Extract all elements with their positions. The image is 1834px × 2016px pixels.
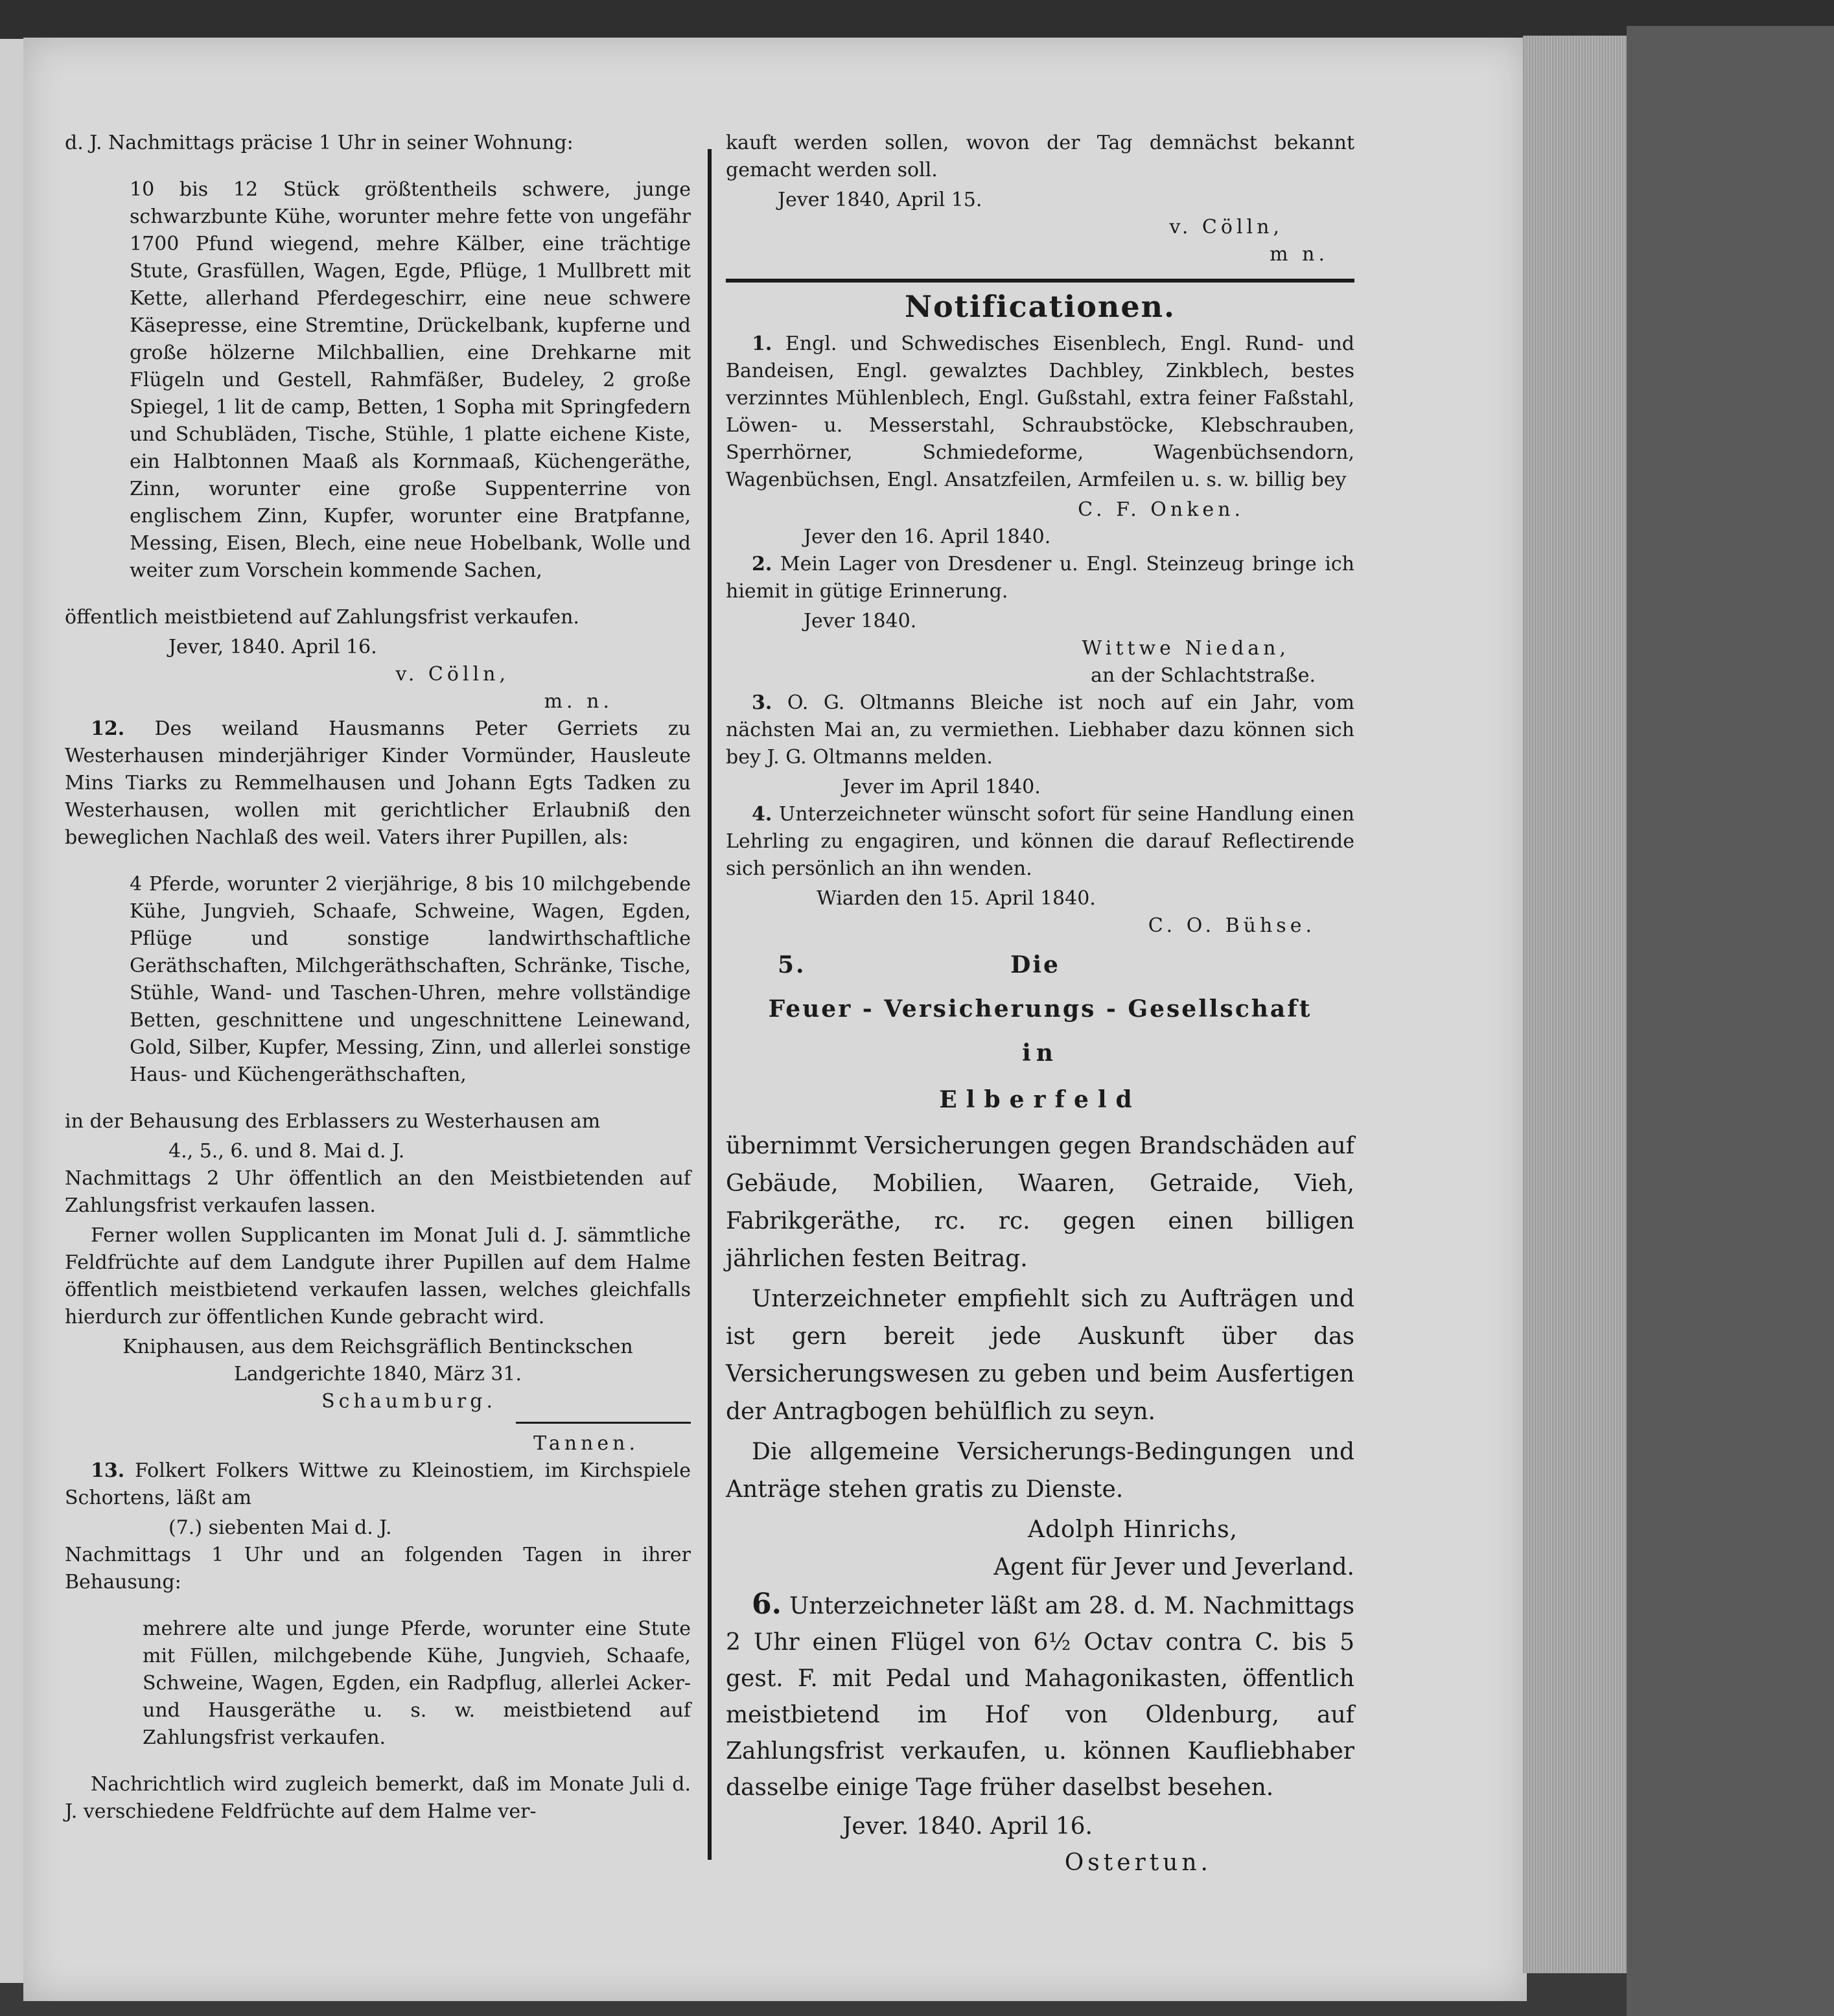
notification-2-signature: Wittwe Niedan, (1082, 637, 1290, 660)
item-12-rule (516, 1422, 691, 1424)
notification-5-text: übernimmt Versicherungen gegen Brandschäden auf Gebäude, Mobilien, Waaren, Getraide, Vieh, Fabrikgeräthe, rc. rc. gegen einen billigen jährlichen festen Beitrag. (726, 1133, 1354, 1272)
right-column (726, 130, 1354, 1881)
notification-6-date: Jever. 1840. April 16. (842, 1813, 1093, 1840)
item-12-intro-text: Des weiland Hausmanns Peter Gerriets zu Westerhausen minderjähriger Kinder Vormünder, Hausleute Mins Tiarks zu Remmelhausen und Johann Egts Tadken zu Westerhausen, wollen mit gerichtlicher Erlaubniß den beweglichen Nachlaß des weil. Vaters ihrer Pupillen, als: (65, 717, 691, 849)
item-12-extra: Ferner wollen Supplicanten im Monat Juli d. J. sämmtliche Feldfrüchte auf dem Landgute ihrer Pupillen auf dem Halme öffentlich meistbietend verkaufen lassen, welches gleichfalls hierdurch zur öffentlichen Kunde gebracht wird. (65, 1224, 691, 1328)
auction-continuation-items: 10 bis 12 Stück größtentheils schwere, junge schwarzbunte Kühe, worunter mehre fette von ungefähr 1700 Pfund wiegend, mehre Kälber, eine trächtige Stute, Grasfüllen, Wagen, Egde, Pflüge, 1 Mullbrett mit Kette, allerhand Pferdegeschirr, eine neue schwere Käsepresse, eine Stremtine, Drückelbank, kupferne und große hölzerne Milchballien, eine Drehkarne mit Flügeln und Gestell, Rahmfäßer, Budeley, 2 große Spiegel, 1 lit de camp, Betten, 1 Sopha mit Springfedern und Schubläden, Tische, Stühle, 1 platte eichene Kiste, ein Halbtonnen Maaß als Kornmaaß, Küchengeräthe, Zinn, worunter eine große Suppenterrine von englischem Zinn, Kupfer, worunter eine Bratpfanne, Messing, Eisen, Blech, eine neue Hobelbank, Wolle und weiter zum Vorschein kommende Sachen, (130, 178, 691, 582)
item-12-number: 12. (91, 717, 125, 740)
right-continuation-date: Jever 1840, April 15. (778, 189, 982, 211)
item-13-intro (65, 1457, 691, 1512)
notification-2 (726, 551, 1354, 605)
notification-5-number: 5. (778, 951, 806, 979)
item-12-intro (65, 715, 691, 852)
notification-4-number: 4. (752, 803, 772, 826)
notification-4-date: Wiarden den 15. April 1840. (817, 887, 1096, 910)
section-rule (726, 279, 1354, 283)
auction-continuation-outro: öffentlich meistbietend auf Zahlungsfrist verkaufen. (65, 606, 579, 629)
item-12-place: in der Behausung des Erblassers zu Westerhausen am (65, 1110, 601, 1133)
book-cover (1627, 26, 1834, 2016)
notification-5-text-2: Unterzeichneter empfiehlt sich zu Aufträgen und ist gern bereit jede Auskunft über das Versicherungswesen zu geben und beim Ausfertigen der Antragbogen behülflich zu seyn. (726, 1286, 1354, 1425)
item-12-items: 4 Pferde, worunter 2 vierjährige, 8 bis 10 milchgebende Kühe, Jungvieh, Schaafe, Schweine, Wagen, Egden, Pflüge und sonstige landwirthschaftliche Geräthschaften, Milchgeräthschaften, Schränke, Tische, Stühle, Wand- und Taschen-Uhren, mehre vollständige Betten, geschnittene und ungeschnittene Leinewand, Gold, Silber, Kupfer, Messing, Zinn, und allerlei sonstige Haus- und Küchengeräthschaften, (130, 873, 691, 1086)
notification-1-text: Engl. und Schwedisches Eisenblech, Engl. Rund- und Bandeisen, Engl. gewalztes Dachbley, Zinkblech, bestes verzinntes Mühlenblech, Engl. Gußstahl, extra feiner Faßstahl, Löwen- u. Messerstahl, Schraubstöcke, Klebschrauben, Sperrhörner, Schmiedeforme, Wagenbüchsendorn, Wagenbüchsen, Engl. Ansatzfeilen, Armfeilen u. s. w. billig bey (726, 332, 1354, 491)
item-12-signature-2: Tannen. (533, 1432, 639, 1455)
notification-2-text: Mein Lager von Dresdener u. Engl. Steinzeug bringe ich hiemit in gütige Erinnerung. (726, 553, 1354, 603)
notification-5-title: Feuer - Versicherungs - Gesellschaft (768, 995, 1312, 1023)
item-12-court: Kniphausen, aus dem Reichsgräflich Bentinckschen Landgerichte 1840, März 31. (122, 1336, 633, 1385)
item-12-signature: Schaumburg. (321, 1390, 496, 1413)
notification-4 (726, 801, 1354, 883)
notification-6-text: Unterzeichneter läßt am 28. d. M. Nachmittags 2 Uhr einen Flügel von 6½ Octav contra C. bis 5 gest. F. mit Pedal und Mahagonikasten, öffentlich meistbietend im Hof von Oldenburg, auf Zahlungsfrist verkaufen, u. können Kaufliebhaber dasselbe einige Tage früher daselbst besehen. (726, 1593, 1354, 1801)
notification-2-number: 2. (752, 553, 772, 575)
item-13-number: 13. (91, 1459, 125, 1482)
notifications-heading: Notificationen. (904, 289, 1176, 324)
notification-1-signature: C. F. Onken. (1078, 498, 1244, 521)
notification-5-die: Die (1010, 951, 1060, 979)
notification-3-text: O. G. Oltmanns Bleiche ist noch auf ein Jahr, vom nächsten Mai an, zu vermiethen. Liebhaber dazu können sich bey J. G. Oltmanns melden. (726, 691, 1354, 769)
notification-1-number: 1. (752, 332, 772, 355)
notification-5-city: Elberfeld (939, 1086, 1141, 1113)
notification-1 (726, 330, 1354, 494)
notification-6-number: 6. (752, 1588, 782, 1621)
book-page-edges (1523, 36, 1630, 1973)
notification-2-date: Jever 1840. (804, 610, 917, 632)
auction-continuation-signature: v. Cölln, (395, 663, 509, 686)
right-continuation-text: kauft werden sollen, wovon der Tag demnächst bekannt gemacht werden soll. (726, 132, 1354, 181)
left-column (65, 130, 691, 1828)
right-continuation-signature: v. Cölln, (1169, 216, 1283, 238)
notification-5-signature-2: Agent für Jever und Jeverland. (993, 1554, 1354, 1581)
notification-6 (726, 1586, 1354, 1806)
notification-2-signature-2: an der Schlachtstraße. (1091, 664, 1316, 687)
column-divider (708, 149, 712, 1860)
item-12-time: Nachmittags 2 Uhr öffentlich an den Meistbietenden auf Zahlungsfrist verkaufen lassen. (65, 1167, 691, 1217)
auction-continuation-date: Jever, 1840. April 16. (168, 636, 377, 658)
notification-3-date: Jever im April 1840. (842, 776, 1041, 798)
notification-6-signature: Ostertun. (1064, 1849, 1212, 1876)
notification-5-text-3: Die allgemeine Versicherungs-Bedingungen und Anträge stehen gratis zu Dienste. (726, 1439, 1354, 1503)
notification-1-date: Jever den 16. April 1840. (804, 526, 1051, 548)
right-continuation-signature-2: m n. (1270, 243, 1329, 266)
auction-continuation-signature-2: m. n. (544, 690, 613, 713)
notification-5-in: in (1022, 1039, 1058, 1067)
notification-5 (726, 946, 1354, 1586)
notification-5-signature: Adolph Hinrichs, (1028, 1516, 1238, 1543)
notification-5-heading (726, 946, 1354, 984)
notification-3-number: 3. (752, 691, 772, 714)
notification-4-signature: C. O. Bühse. (1148, 914, 1316, 937)
item-12-dates: 4., 5., 6. und 8. Mai d. J. (168, 1140, 405, 1163)
notification-4-text: Unterzeichneter wünscht sofort für seine Handlung einen Lehrling zu engagiren, und können die darauf Reflectirende sich persönlich an ihn wenden. (726, 803, 1354, 880)
item-13-time: Nachmittags 1 Uhr und an folgenden Tagen in ihrer Behausung: (65, 1544, 691, 1593)
auction-continuation-intro: d. J. Nachmittags präcise 1 Uhr in seiner Wohnung: (65, 132, 574, 154)
item-13-intro-text: Folkert Folkers Wittwe zu Kleinostiem, im Kirchspiele Schortens, läßt am (65, 1459, 691, 1509)
item-13-date: (7.) siebenten Mai d. J. (168, 1516, 392, 1539)
previous-page-edge (0, 39, 26, 1983)
item-13-items: mehrere alte und junge Pferde, worunter eine Stute mit Füllen, milchgebende Kühe, Jungvieh, Schaafe, Schweine, Wagen, Egden, ein Radpflug, allerlei Acker- und Hausgeräthe u. s. w. meistbietend auf Zahlungsfrist verkaufen. (143, 1617, 691, 1749)
notification-3 (726, 689, 1354, 771)
item-13-note: Nachrichtlich wird zugleich bemerkt, daß im Monate Juli d. J. verschiedene Feldfrüchte auf dem Halme ver- (65, 1773, 691, 1823)
